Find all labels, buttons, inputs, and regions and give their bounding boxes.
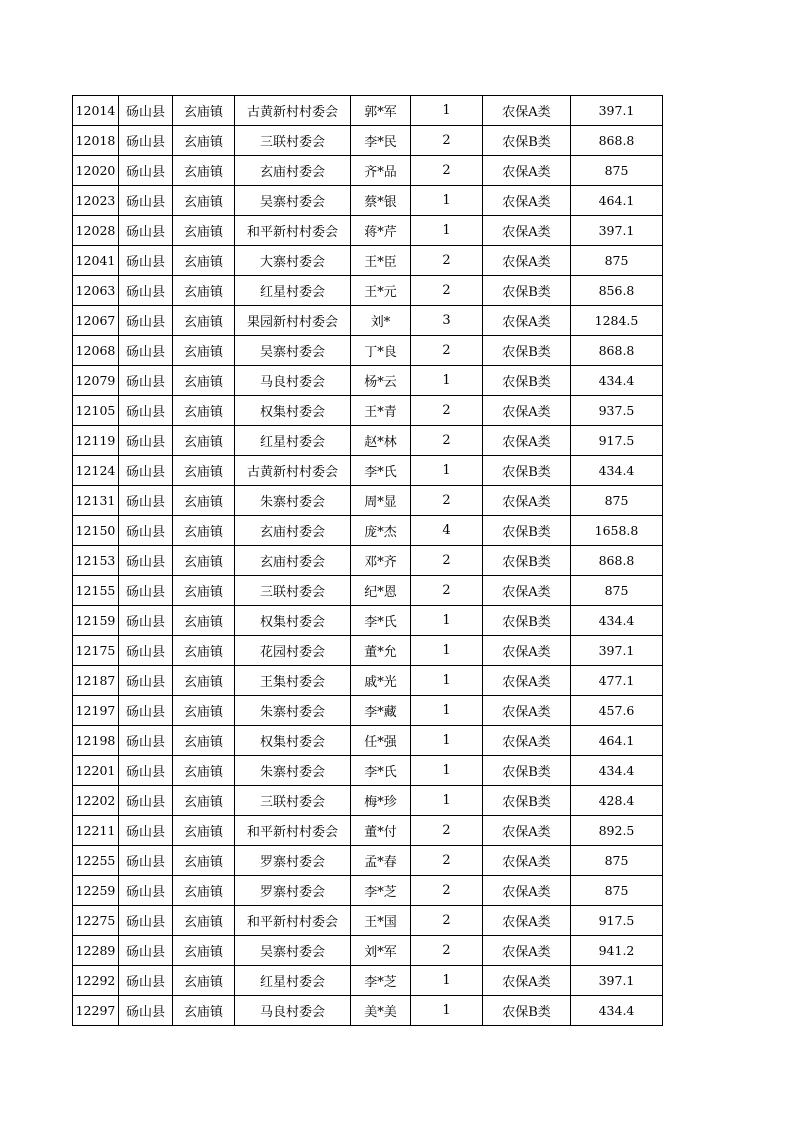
cell-town: 玄庙镇 <box>173 756 235 786</box>
cell-id: 12201 <box>73 756 119 786</box>
cell-amount: 434.4 <box>571 606 663 636</box>
cell-county: 砀山县 <box>119 816 173 846</box>
table-row <box>73 426 663 456</box>
cell-town: 玄庙镇 <box>173 966 235 996</box>
cell-amount: 397.1 <box>571 636 663 666</box>
table-row <box>73 936 663 966</box>
cell-village: 马良村委会 <box>235 366 351 396</box>
cell-town: 玄庙镇 <box>173 726 235 756</box>
cell-count: 1 <box>411 186 483 216</box>
cell-name: 王*元 <box>351 276 411 306</box>
cell-town: 玄庙镇 <box>173 696 235 726</box>
cell-count: 2 <box>411 936 483 966</box>
cell-name: 李*藏 <box>351 696 411 726</box>
cell-village: 红星村委会 <box>235 276 351 306</box>
cell-name: 赵*林 <box>351 426 411 456</box>
cell-category: 农保A类 <box>483 816 571 846</box>
cell-amount: 477.1 <box>571 666 663 696</box>
cell-count: 2 <box>411 156 483 186</box>
cell-count: 1 <box>411 696 483 726</box>
table-row <box>73 636 663 666</box>
cell-name: 刘* <box>351 306 411 336</box>
cell-amount: 434.4 <box>571 756 663 786</box>
cell-count: 2 <box>411 816 483 846</box>
cell-county: 砀山县 <box>119 186 173 216</box>
cell-county: 砀山县 <box>119 126 173 156</box>
cell-county: 砀山县 <box>119 486 173 516</box>
cell-village: 朱寨村委会 <box>235 756 351 786</box>
table-row <box>73 516 663 546</box>
cell-county: 砀山县 <box>119 366 173 396</box>
cell-town: 玄庙镇 <box>173 396 235 426</box>
cell-count: 1 <box>411 606 483 636</box>
cell-town: 玄庙镇 <box>173 186 235 216</box>
cell-amount: 856.8 <box>571 276 663 306</box>
cell-village: 权集村委会 <box>235 606 351 636</box>
cell-count: 1 <box>411 726 483 756</box>
cell-amount: 917.5 <box>571 906 663 936</box>
cell-category: 农保B类 <box>483 276 571 306</box>
cell-amount: 457.6 <box>571 696 663 726</box>
cell-name: 杨*云 <box>351 366 411 396</box>
cell-town: 玄庙镇 <box>173 666 235 696</box>
cell-id: 12068 <box>73 336 119 366</box>
cell-category: 农保A类 <box>483 636 571 666</box>
cell-county: 砀山县 <box>119 966 173 996</box>
cell-category: 农保A类 <box>483 216 571 246</box>
cell-town: 玄庙镇 <box>173 486 235 516</box>
cell-amount: 464.1 <box>571 186 663 216</box>
cell-town: 玄庙镇 <box>173 366 235 396</box>
table-row <box>73 306 663 336</box>
cell-count: 1 <box>411 666 483 696</box>
cell-town: 玄庙镇 <box>173 336 235 366</box>
cell-county: 砀山县 <box>119 666 173 696</box>
cell-category: 农保A类 <box>483 186 571 216</box>
cell-village: 三联村委会 <box>235 126 351 156</box>
cell-village: 吴寨村委会 <box>235 186 351 216</box>
cell-amount: 397.1 <box>571 96 663 126</box>
cell-town: 玄庙镇 <box>173 936 235 966</box>
cell-id: 12297 <box>73 996 119 1026</box>
cell-category: 农保A类 <box>483 726 571 756</box>
cell-amount: 397.1 <box>571 966 663 996</box>
cell-county: 砀山县 <box>119 726 173 756</box>
cell-county: 砀山县 <box>119 906 173 936</box>
cell-count: 3 <box>411 306 483 336</box>
table-row <box>73 336 663 366</box>
cell-count: 2 <box>411 276 483 306</box>
cell-village: 朱寨村委会 <box>235 486 351 516</box>
cell-id: 12063 <box>73 276 119 306</box>
cell-count: 2 <box>411 876 483 906</box>
table-row <box>73 246 663 276</box>
table-row <box>73 906 663 936</box>
cell-id: 12202 <box>73 786 119 816</box>
cell-town: 玄庙镇 <box>173 306 235 336</box>
cell-id: 12211 <box>73 816 119 846</box>
cell-count: 1 <box>411 786 483 816</box>
table-row <box>73 396 663 426</box>
cell-id: 12159 <box>73 606 119 636</box>
cell-town: 玄庙镇 <box>173 246 235 276</box>
cell-amount: 875 <box>571 846 663 876</box>
table-row <box>73 216 663 246</box>
cell-category: 农保A类 <box>483 666 571 696</box>
table-row <box>73 846 663 876</box>
cell-count: 2 <box>411 906 483 936</box>
table-row <box>73 606 663 636</box>
cell-category: 农保B类 <box>483 606 571 636</box>
cell-id: 12014 <box>73 96 119 126</box>
cell-name: 孟*春 <box>351 846 411 876</box>
cell-category: 农保A类 <box>483 966 571 996</box>
table-row <box>73 966 663 996</box>
cell-count: 1 <box>411 636 483 666</box>
cell-category: 农保A类 <box>483 396 571 426</box>
cell-name: 董*付 <box>351 816 411 846</box>
cell-town: 玄庙镇 <box>173 546 235 576</box>
cell-category: 农保B类 <box>483 516 571 546</box>
table-row <box>73 876 663 906</box>
cell-village: 玄庙村委会 <box>235 546 351 576</box>
cell-id: 12289 <box>73 936 119 966</box>
cell-id: 12028 <box>73 216 119 246</box>
cell-name: 蒋*芹 <box>351 216 411 246</box>
cell-category: 农保B类 <box>483 126 571 156</box>
cell-id: 12153 <box>73 546 119 576</box>
cell-count: 1 <box>411 756 483 786</box>
cell-town: 玄庙镇 <box>173 456 235 486</box>
cell-village: 古黄新村村委会 <box>235 96 351 126</box>
cell-county: 砀山县 <box>119 396 173 426</box>
cell-town: 玄庙镇 <box>173 216 235 246</box>
cell-category: 农保A类 <box>483 246 571 276</box>
cell-county: 砀山县 <box>119 576 173 606</box>
cell-count: 1 <box>411 996 483 1026</box>
cell-county: 砀山县 <box>119 276 173 306</box>
cell-count: 1 <box>411 216 483 246</box>
cell-village: 果园新村村委会 <box>235 306 351 336</box>
cell-village: 玄庙村委会 <box>235 156 351 186</box>
cell-amount: 434.4 <box>571 366 663 396</box>
cell-village: 花园村委会 <box>235 636 351 666</box>
table-row <box>73 156 663 186</box>
cell-name: 李*氏 <box>351 756 411 786</box>
cell-town: 玄庙镇 <box>173 786 235 816</box>
table-row <box>73 456 663 486</box>
cell-village: 红星村委会 <box>235 966 351 996</box>
cell-county: 砀山县 <box>119 516 173 546</box>
cell-village: 朱寨村委会 <box>235 696 351 726</box>
cell-name: 郭*军 <box>351 96 411 126</box>
cell-town: 玄庙镇 <box>173 516 235 546</box>
cell-county: 砀山县 <box>119 606 173 636</box>
table-row <box>73 96 663 126</box>
cell-name: 李*氏 <box>351 606 411 636</box>
table-row <box>73 186 663 216</box>
cell-category: 农保B类 <box>483 996 571 1026</box>
cell-category: 农保A类 <box>483 156 571 186</box>
cell-id: 12020 <box>73 156 119 186</box>
cell-amount: 875 <box>571 876 663 906</box>
cell-category: 农保B类 <box>483 366 571 396</box>
cell-county: 砀山县 <box>119 546 173 576</box>
cell-amount: 464.1 <box>571 726 663 756</box>
table-row <box>73 696 663 726</box>
cell-name: 王*青 <box>351 396 411 426</box>
cell-count: 2 <box>411 396 483 426</box>
cell-town: 玄庙镇 <box>173 816 235 846</box>
cell-town: 玄庙镇 <box>173 996 235 1026</box>
cell-id: 12155 <box>73 576 119 606</box>
cell-category: 农保A类 <box>483 876 571 906</box>
cell-amount: 434.4 <box>571 456 663 486</box>
cell-amount: 868.8 <box>571 546 663 576</box>
cell-town: 玄庙镇 <box>173 906 235 936</box>
table-row <box>73 996 663 1026</box>
cell-id: 12187 <box>73 666 119 696</box>
cell-village: 三联村委会 <box>235 576 351 606</box>
cell-amount: 892.5 <box>571 816 663 846</box>
cell-county: 砀山县 <box>119 306 173 336</box>
cell-id: 12150 <box>73 516 119 546</box>
table-row <box>73 276 663 306</box>
cell-count: 1 <box>411 966 483 996</box>
cell-id: 12197 <box>73 696 119 726</box>
cell-town: 玄庙镇 <box>173 96 235 126</box>
cell-id: 12175 <box>73 636 119 666</box>
cell-name: 刘*军 <box>351 936 411 966</box>
cell-village: 和平新村村委会 <box>235 906 351 936</box>
cell-category: 农保A类 <box>483 936 571 966</box>
cell-id: 12105 <box>73 396 119 426</box>
cell-amount: 875 <box>571 246 663 276</box>
cell-name: 齐*品 <box>351 156 411 186</box>
cell-id: 12023 <box>73 186 119 216</box>
cell-town: 玄庙镇 <box>173 276 235 306</box>
cell-amount: 875 <box>571 486 663 516</box>
cell-amount: 868.8 <box>571 126 663 156</box>
cell-village: 罗寨村委会 <box>235 876 351 906</box>
cell-category: 农保B类 <box>483 756 571 786</box>
cell-name: 任*强 <box>351 726 411 756</box>
cell-county: 砀山县 <box>119 876 173 906</box>
cell-count: 4 <box>411 516 483 546</box>
cell-id: 12131 <box>73 486 119 516</box>
table-row <box>73 126 663 156</box>
table-row <box>73 666 663 696</box>
cell-count: 2 <box>411 546 483 576</box>
table-row <box>73 486 663 516</box>
cell-amount: 397.1 <box>571 216 663 246</box>
cell-name: 周*显 <box>351 486 411 516</box>
cell-village: 大寨村委会 <box>235 246 351 276</box>
table-row <box>73 816 663 846</box>
cell-name: 梅*珍 <box>351 786 411 816</box>
cell-id: 12079 <box>73 366 119 396</box>
cell-amount: 937.5 <box>571 396 663 426</box>
table-body <box>73 96 663 1026</box>
table-row <box>73 756 663 786</box>
table-row <box>73 546 663 576</box>
cell-category: 农保A类 <box>483 696 571 726</box>
cell-village: 吴寨村委会 <box>235 936 351 966</box>
cell-category: 农保A类 <box>483 906 571 936</box>
cell-county: 砀山县 <box>119 246 173 276</box>
cell-id: 12275 <box>73 906 119 936</box>
cell-count: 2 <box>411 426 483 456</box>
cell-county: 砀山县 <box>119 636 173 666</box>
cell-county: 砀山县 <box>119 336 173 366</box>
cell-county: 砀山县 <box>119 846 173 876</box>
cell-name: 李*芝 <box>351 876 411 906</box>
cell-town: 玄庙镇 <box>173 876 235 906</box>
cell-id: 12018 <box>73 126 119 156</box>
cell-town: 玄庙镇 <box>173 636 235 666</box>
cell-name: 李*民 <box>351 126 411 156</box>
cell-village: 古黄新村村委会 <box>235 456 351 486</box>
cell-county: 砀山县 <box>119 756 173 786</box>
cell-category: 农保B类 <box>483 336 571 366</box>
cell-amount: 434.4 <box>571 996 663 1026</box>
cell-category: 农保A类 <box>483 96 571 126</box>
cell-county: 砀山县 <box>119 786 173 816</box>
cell-village: 和平新村村委会 <box>235 816 351 846</box>
cell-count: 2 <box>411 576 483 606</box>
cell-village: 罗寨村委会 <box>235 846 351 876</box>
cell-village: 三联村委会 <box>235 786 351 816</box>
cell-count: 2 <box>411 246 483 276</box>
cell-town: 玄庙镇 <box>173 576 235 606</box>
cell-category: 农保B类 <box>483 456 571 486</box>
cell-count: 2 <box>411 126 483 156</box>
cell-village: 红星村委会 <box>235 426 351 456</box>
cell-town: 玄庙镇 <box>173 156 235 186</box>
cell-count: 2 <box>411 846 483 876</box>
cell-town: 玄庙镇 <box>173 846 235 876</box>
cell-name: 李*氏 <box>351 456 411 486</box>
cell-amount: 917.5 <box>571 426 663 456</box>
cell-id: 12124 <box>73 456 119 486</box>
cell-count: 1 <box>411 456 483 486</box>
cell-id: 12292 <box>73 966 119 996</box>
table-row <box>73 786 663 816</box>
cell-name: 董*允 <box>351 636 411 666</box>
cell-county: 砀山县 <box>119 156 173 186</box>
table-row <box>73 366 663 396</box>
cell-name: 邓*齐 <box>351 546 411 576</box>
table-row <box>73 576 663 606</box>
cell-category: 农保A类 <box>483 306 571 336</box>
cell-name: 王*臣 <box>351 246 411 276</box>
cell-id: 12255 <box>73 846 119 876</box>
cell-town: 玄庙镇 <box>173 606 235 636</box>
cell-id: 12259 <box>73 876 119 906</box>
cell-id: 12198 <box>73 726 119 756</box>
cell-name: 庞*杰 <box>351 516 411 546</box>
cell-county: 砀山县 <box>119 216 173 246</box>
cell-village: 权集村委会 <box>235 396 351 426</box>
cell-county: 砀山县 <box>119 96 173 126</box>
cell-category: 农保A类 <box>483 486 571 516</box>
cell-category: 农保B类 <box>483 786 571 816</box>
cell-town: 玄庙镇 <box>173 426 235 456</box>
table-row <box>73 726 663 756</box>
cell-name: 纪*恩 <box>351 576 411 606</box>
cell-amount: 1658.8 <box>571 516 663 546</box>
cell-category: 农保A类 <box>483 576 571 606</box>
cell-category: 农保B类 <box>483 546 571 576</box>
cell-category: 农保A类 <box>483 426 571 456</box>
cell-id: 12067 <box>73 306 119 336</box>
cell-amount: 428.4 <box>571 786 663 816</box>
cell-id: 12119 <box>73 426 119 456</box>
cell-name: 李*芝 <box>351 966 411 996</box>
cell-name: 戚*光 <box>351 666 411 696</box>
cell-village: 王集村委会 <box>235 666 351 696</box>
cell-amount: 875 <box>571 156 663 186</box>
cell-count: 2 <box>411 486 483 516</box>
cell-town: 玄庙镇 <box>173 126 235 156</box>
cell-name: 丁*良 <box>351 336 411 366</box>
cell-amount: 941.2 <box>571 936 663 966</box>
cell-name: 美*美 <box>351 996 411 1026</box>
data-table <box>72 95 663 1026</box>
cell-count: 1 <box>411 366 483 396</box>
cell-count: 2 <box>411 336 483 366</box>
cell-county: 砀山县 <box>119 456 173 486</box>
cell-name: 王*国 <box>351 906 411 936</box>
cell-county: 砀山县 <box>119 936 173 966</box>
cell-amount: 875 <box>571 576 663 606</box>
cell-name: 蔡*银 <box>351 186 411 216</box>
cell-village: 吴寨村委会 <box>235 336 351 366</box>
cell-county: 砀山县 <box>119 696 173 726</box>
cell-category: 农保A类 <box>483 846 571 876</box>
cell-county: 砀山县 <box>119 426 173 456</box>
cell-county: 砀山县 <box>119 996 173 1026</box>
cell-amount: 868.8 <box>571 336 663 366</box>
cell-village: 玄庙村委会 <box>235 516 351 546</box>
cell-count: 1 <box>411 96 483 126</box>
cell-amount: 1284.5 <box>571 306 663 336</box>
cell-village: 和平新村村委会 <box>235 216 351 246</box>
cell-village: 权集村委会 <box>235 726 351 756</box>
cell-village: 马良村委会 <box>235 996 351 1026</box>
cell-id: 12041 <box>73 246 119 276</box>
